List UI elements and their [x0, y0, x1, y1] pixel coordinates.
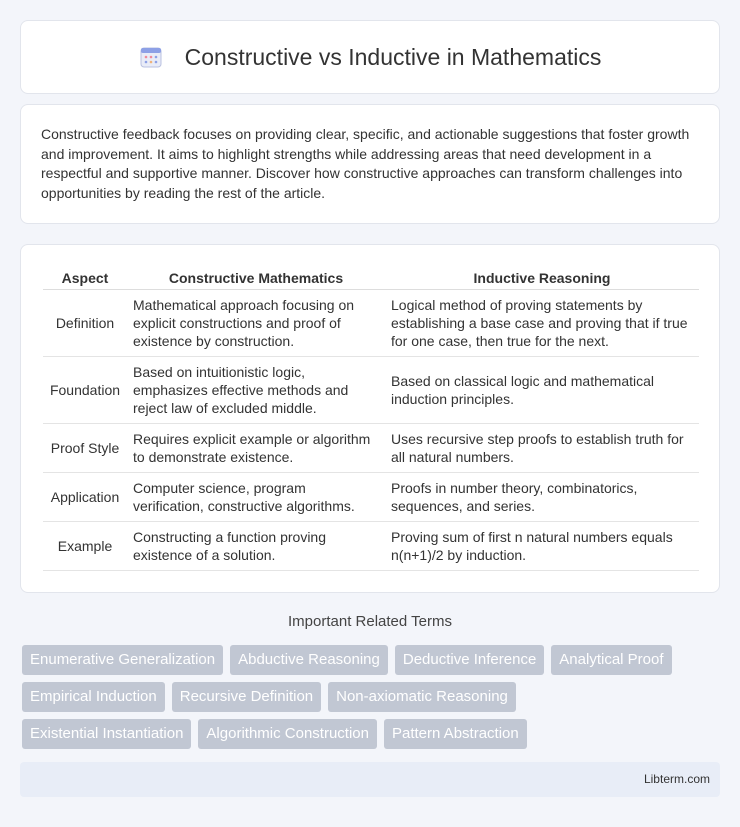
table-header-constructive: Constructive Mathematics	[127, 265, 385, 290]
calendar-icon	[139, 45, 163, 69]
intro-text: Constructive feedback focuses on providing clear, specific, and actionable suggestions that foster growth and improvement. It aims to highlight strengths while addressing areas that need development in a respectful and supportive manner. Discover how constructive approaches can transform challenges into opportunities by reading the rest of the article.	[41, 126, 690, 201]
tag-row	[22, 645, 722, 675]
tag-abductive-reasoning[interactable]: Abductive Reasoning	[230, 645, 388, 675]
table-cell-inductive: Based on classical logic and mathematical induction principles.	[385, 357, 699, 424]
tag-enumerative-generalization[interactable]: Enumerative Generalization	[22, 645, 223, 675]
table-cell-inductive: Proving sum of first n natural numbers equals n(n+1)/2 by induction.	[385, 522, 699, 571]
page-title: Constructive vs Inductive in Mathematics	[184, 43, 602, 70]
tag-non-axiomatic-reasoning[interactable]: Non-axiomatic Reasoning	[328, 682, 516, 712]
table-row	[43, 424, 699, 473]
tag-existential-instantiation[interactable]: Existential Instantiation	[22, 719, 191, 749]
table-cell-aspect: Definition	[43, 290, 127, 357]
table-cell-constructive: Mathematical approach focusing on explicit constructions and proof of existence by construction.	[127, 290, 385, 357]
related-terms-title: Important Related Terms	[288, 613, 452, 630]
table-cell-inductive: Proofs in number theory, combinatorics, sequences, and series.	[385, 473, 699, 522]
table-cell-aspect: Foundation	[43, 357, 127, 424]
tag-row	[22, 682, 722, 712]
table-row	[43, 290, 699, 357]
header-card	[20, 20, 720, 94]
table-cell-constructive: Constructing a function proving existence of a solution.	[127, 522, 385, 571]
comparison-table-card	[20, 244, 720, 593]
table-cell-aspect: Application	[43, 473, 127, 522]
related-terms-tags	[22, 645, 722, 756]
table-cell-inductive: Logical method of proving statements by establishing a base case and proving that if true for one case, then true for the next.	[385, 290, 699, 357]
comparison-table	[43, 265, 699, 571]
table-header-aspect: Aspect	[43, 265, 127, 290]
tag-recursive-definition[interactable]: Recursive Definition	[172, 682, 321, 712]
table-cell-inductive: Uses recursive step proofs to establish truth for all natural numbers.	[385, 424, 699, 473]
tag-analytical-proof[interactable]: Analytical Proof	[551, 645, 671, 675]
table-row	[43, 357, 699, 424]
tag-row	[22, 719, 722, 749]
tag-empirical-induction[interactable]: Empirical Induction	[22, 682, 165, 712]
table-cell-aspect: Proof Style	[43, 424, 127, 473]
table-row	[43, 522, 699, 571]
footer	[20, 762, 720, 797]
tag-algorithmic-construction[interactable]: Algorithmic Construction	[198, 719, 377, 749]
table-row	[43, 473, 699, 522]
table-cell-constructive: Based on intuitionistic logic, emphasizes effective methods and reject law of excluded middle.	[127, 357, 385, 424]
table-header-row	[43, 265, 699, 290]
tag-deductive-inference[interactable]: Deductive Inference	[395, 645, 544, 675]
tag-pattern-abstraction[interactable]: Pattern Abstraction	[384, 719, 527, 749]
table-cell-constructive: Requires explicit example or algorithm to demonstrate existence.	[127, 424, 385, 473]
table-cell-aspect: Example	[43, 522, 127, 571]
intro-card	[20, 104, 720, 224]
table-cell-constructive: Computer science, program verification, constructive algorithms.	[127, 473, 385, 522]
table-header-inductive: Inductive Reasoning	[385, 265, 699, 290]
footer-site-link[interactable]: Libterm.com	[643, 772, 710, 786]
